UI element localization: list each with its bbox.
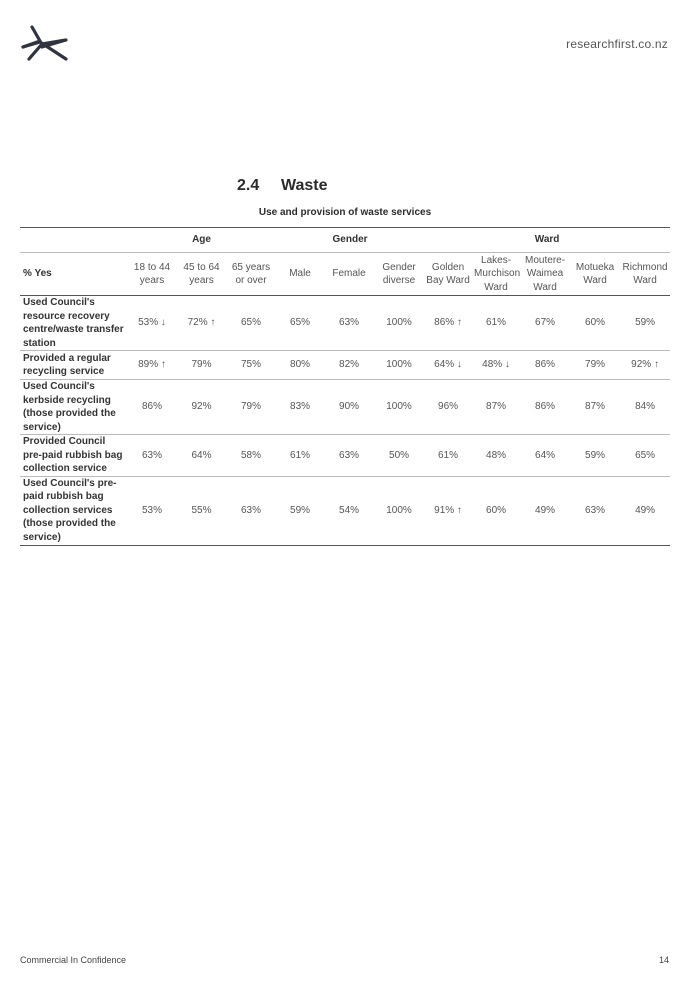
table-cell: 84% [620,380,670,435]
table-cell: 86% [520,351,570,380]
column-header: Motueka Ward [570,253,620,296]
table-cell: 79% [226,380,276,435]
table-cell: 61% [424,435,472,477]
table-cell: 59% [570,435,620,477]
table-cell: 87% [570,380,620,435]
table-cell: 64% ↓ [424,351,472,380]
column-header: Female [324,253,374,296]
table-row [20,296,670,351]
table-cell: 79% [177,351,226,380]
table-cell: 49% [520,476,570,545]
table-cell: 87% [472,380,520,435]
table-cell: 60% [570,296,620,351]
column-header: Moutere-Waimea Ward [520,253,570,296]
table-cell: 89% ↑ [127,351,177,380]
table-cell: 65% [620,435,670,477]
column-header-row [20,253,670,296]
table-cell: 63% [324,296,374,351]
column-header: Gender diverse [374,253,424,296]
table-row [20,476,670,545]
table-cell: 86% [127,380,177,435]
site-url: researchfirst.co.nz [566,37,668,51]
table-cell: 65% [226,296,276,351]
table-cell: 90% [324,380,374,435]
footer-confidentiality: Commercial In Confidence [20,955,127,965]
column-header: 45 to 64 years [177,253,226,296]
table-cell: 92% ↑ [620,351,670,380]
table-cell: 48% [472,435,520,477]
table-cell: 91% ↑ [424,476,472,545]
table-cell: 79% [570,351,620,380]
table-row [20,351,670,380]
table-cell: 63% [570,476,620,545]
table-caption: Use and provision of waste services [258,207,432,218]
table-cell: 49% [620,476,670,545]
group-ward: Ward [424,228,670,253]
table-cell: 48% ↓ [472,351,520,380]
row-label: Used Council's pre-paid rubbish bag collection services (those provided the service) [20,476,127,545]
row-label: Used Council's resource recovery centre/waste transfer station [20,296,127,351]
table-cell: 100% [374,296,424,351]
row-label: Used Council's kerbside recycling (those provided the service) [20,380,127,435]
table-cell: 82% [324,351,374,380]
column-header: 65 years or over [226,253,276,296]
row-header-label: % Yes [20,253,127,296]
column-header: Lakes-Murchison Ward [472,253,520,296]
group-age: Age [127,228,276,253]
table-cell: 63% [226,476,276,545]
row-label: Provided Council pre-paid rubbish bag collection service [20,435,127,477]
table-cell: 58% [226,435,276,477]
table-cell: 86% ↑ [424,296,472,351]
row-label: Provided a regular recycling service [20,351,127,380]
table-cell: 92% [177,380,226,435]
column-header: Richmond Ward [620,253,670,296]
table-cell: 100% [374,351,424,380]
table-row [20,380,670,435]
section-heading [237,177,328,195]
star-logo-icon [20,24,68,64]
section-title: Waste [281,177,328,194]
table-cell: 59% [276,476,324,545]
table-cell: 53% ↓ [127,296,177,351]
table-cell: 80% [276,351,324,380]
group-gender: Gender [276,228,424,253]
table-cell: 60% [472,476,520,545]
table-cell: 100% [374,380,424,435]
table-cell: 50% [374,435,424,477]
table-cell: 53% [127,476,177,545]
group-header-row [20,228,670,253]
table-cell: 83% [276,380,324,435]
table-cell: 67% [520,296,570,351]
table-cell: 64% [177,435,226,477]
waste-services-table [20,227,670,546]
table-row [20,435,670,477]
table-cell: 63% [324,435,374,477]
column-header: Golden Bay Ward [424,253,472,296]
table-cell: 65% [276,296,324,351]
column-header: 18 to 44 years [127,253,177,296]
column-header: Male [276,253,324,296]
table-cell: 86% [520,380,570,435]
table-body [20,296,670,546]
table-cell: 100% [374,476,424,545]
table-cell: 54% [324,476,374,545]
table-cell: 61% [472,296,520,351]
section-number: 2.4 [237,177,260,194]
table-cell: 55% [177,476,226,545]
table-cell: 63% [127,435,177,477]
table-cell: 59% [620,296,670,351]
table-cell: 72% ↑ [177,296,226,351]
table-cell: 64% [520,435,570,477]
table-cell: 75% [226,351,276,380]
table-cell: 96% [424,380,472,435]
page-number: 14 [658,955,669,965]
blank-group-cell [20,228,127,253]
table-cell: 61% [276,435,324,477]
